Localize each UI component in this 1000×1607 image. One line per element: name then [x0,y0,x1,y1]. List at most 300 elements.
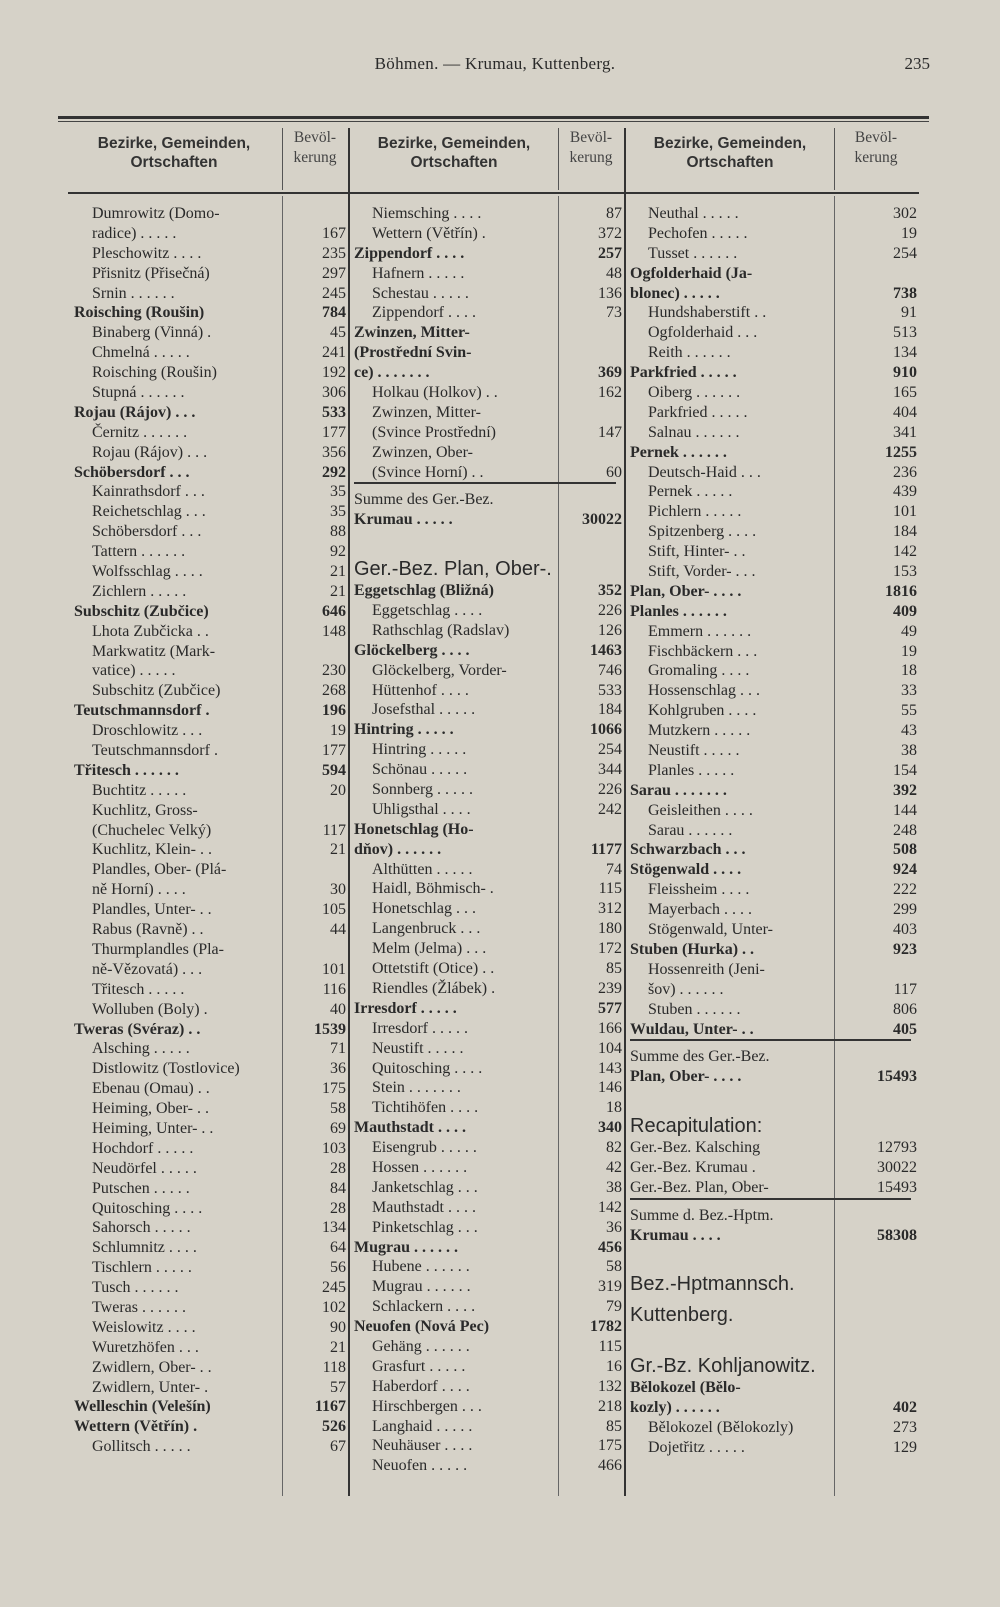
population-value: 356 [322,443,346,461]
section-heading [630,1296,919,1327]
table-row [630,661,919,681]
population-value: 18 [901,662,917,680]
population-value: 466 [598,1457,622,1475]
population-value: 146 [598,1079,622,1097]
place-name: Haberdorf . . . . [372,1377,470,1395]
population-value: 165 [893,384,917,401]
population-value: 180 [598,920,622,938]
place-name: Summe d. Bez.-Hptm. [630,1206,774,1224]
place-name: Salnau . . . . . . [648,423,740,441]
page-number: 235 [904,54,930,73]
place-name: ně-Vězovatá) . . . [92,960,203,978]
table-row [630,980,919,1000]
place-name: Zwinzen, Ober- [372,443,473,461]
population-value: 175 [598,1437,622,1455]
place-name: Hossenreith (Jeni- [648,960,765,978]
place-name: Deutsch-Haid . . . [648,463,761,481]
population-value: 1066 [590,721,622,739]
table-row [354,979,624,999]
population-value: 136 [598,284,622,302]
place-name: Uhligsthal . . . . [372,800,471,818]
table-row [630,1158,919,1178]
place-name: Dumrowitz (Domo- [92,204,220,222]
table-row [630,423,919,443]
place-name: Markwatitz (Mark- [92,642,216,660]
place-name: ce) . . . . . . . [354,364,430,382]
population-value: 58308 [877,1226,917,1244]
table-row [354,661,624,681]
place-name: Hintring . . . . . [372,741,467,759]
place-name: Janketschlag . . . [372,1178,478,1196]
population-value: 319 [598,1278,622,1296]
place-name: dňov) . . . . . . [354,840,442,858]
place-name: Hochdorf . . . . . [92,1139,194,1157]
population-value: 49 [901,622,917,640]
place-name: Zwinzen, Mitter- [372,403,481,421]
population-value: 372 [598,224,622,242]
place-name: Quitosching . . . . [372,1059,483,1077]
table-row [630,1000,919,1020]
place-name: Neuofen (Nová Pec) [354,1318,490,1336]
population-value: 117 [893,980,917,998]
place-name: Zwidlern, Ober- . . [92,1358,212,1376]
place-name: Pinketschlag . . . [372,1218,478,1236]
place-name: Sonnberg . . . . . [372,781,474,799]
column-header-name: Bezirke, Gemeinden, Ortschaften [377,135,531,171]
table-row [354,939,624,959]
population-value: 594 [322,761,346,779]
place-name: Tattern . . . . . . [92,543,186,561]
population-value: 30022 [877,1158,917,1176]
place-name: Teutschmannsdorf . [92,742,218,760]
table-row [630,224,919,244]
table-row [630,403,919,423]
header-divider [558,128,559,190]
place-name: radice) . . . . . [92,224,177,242]
population-value: 577 [598,999,622,1017]
table-row [74,1258,348,1278]
population-value: 19 [901,642,917,660]
table-row [354,1178,624,1198]
table-row [354,641,624,661]
population-value: 105 [322,901,346,919]
table-row [74,681,348,701]
table-row [354,800,624,820]
population-value: 402 [893,1399,917,1417]
population-value: 222 [893,881,917,899]
place-name: Stupná . . . . . . [92,384,185,401]
place-name: Josefsthal . . . . . [372,701,476,719]
population-value: 43 [901,722,917,740]
table-row [74,960,348,980]
place-name: Rabus (Ravně) . . [92,921,204,939]
table-row [74,622,348,642]
place-name: ně Horní) . . . . [92,881,186,899]
table-row [630,701,919,721]
population-value: 268 [322,682,346,700]
population-value: 1782 [590,1318,622,1336]
table-row [74,1179,348,1199]
place-name: Stögenwald, Unter- [648,921,773,939]
table-row [74,1417,348,1437]
column-header-name: Bezirke, Gemeinden, Ortschaften [97,135,251,171]
place-name: Mugrau . . . . . . [354,1238,458,1256]
table-row [354,760,624,780]
table-row [354,581,624,601]
table-row [630,1327,919,1347]
table-row [354,510,624,530]
table-row [630,622,919,642]
table-row [354,244,624,264]
population-value: 230 [322,662,346,680]
population-value: 235 [322,244,346,262]
table-row [630,463,919,483]
population-value: 784 [322,304,346,322]
place-name: Thurmplandles (Pla- [92,940,224,958]
population-value: 91 [901,304,917,322]
table-row [74,423,348,443]
population-value: 115 [598,1337,622,1355]
table-row [630,244,919,264]
place-name: vatice) . . . . . [92,662,176,680]
place-name: Kuchlitz, Gross- [92,801,198,819]
place-name: Pernek . . . . . [648,483,733,501]
place-name: Mayerbach . . . . [648,901,752,919]
header-rule [68,192,919,194]
table-row [630,1138,919,1158]
population-table [64,116,919,1496]
table-row [630,602,919,622]
place-name: (Svince Prostřední) [372,423,496,441]
place-name: Heiming, Unter- . . [92,1119,214,1137]
population-value: 405 [893,1020,917,1038]
population-value: 92 [330,543,346,561]
table-row [630,841,919,861]
section-heading [630,1107,919,1138]
table-row [74,1437,348,1457]
table-row [354,224,624,244]
place-name: Wettern (Větřín) . [74,1418,198,1436]
place-name: Riendles (Žlábek) . [372,979,496,997]
population-value: 341 [893,423,917,441]
table-row [74,1079,348,1099]
population-value: 19 [330,722,346,740]
population-value: 64 [330,1239,346,1257]
population-value: 299 [893,901,917,919]
place-name: Hubene . . . . . . [372,1258,470,1276]
table-row [354,443,624,463]
table-row [354,1257,624,1277]
table-row [74,1338,348,1358]
population-value: 79 [606,1298,622,1316]
table-row [74,522,348,542]
place-name: Buchtitz . . . . . [92,781,187,799]
population-value: 254 [598,741,622,759]
population-value: 116 [322,980,346,998]
population-value: 117 [322,821,346,839]
population-value: 192 [322,364,346,382]
population-value: 273 [893,1419,917,1437]
population-value: 403 [893,921,917,939]
population-value: 1177 [590,840,622,858]
place-name: Quitosching . . . . [92,1199,203,1217]
place-name: Parkfried . . . . . [648,403,748,421]
table-row [354,959,624,979]
place-name: Třitesch . . . . . . [74,761,179,779]
place-name: Rojau (Rájov) . . . [92,443,208,461]
population-value: 352 [598,582,622,600]
population-value: 297 [322,264,346,282]
table-row [74,363,348,383]
table-row [74,721,348,741]
table-row [74,920,348,940]
population-value: 21 [330,563,346,581]
place-name: Pechofen . . . . . [648,224,748,242]
table-row [74,443,348,463]
place-name: Wuretzhöfen . . . [92,1338,199,1356]
population-value: 738 [893,284,917,302]
place-name: Plandles, Unter- . . [92,901,212,919]
table-column-2 [354,204,624,1476]
population-value: 85 [606,1417,622,1435]
column-header-population: Bevöl-kerung [854,129,898,166]
place-name: blonec) . . . . . [630,284,720,302]
population-value: 513 [893,324,917,342]
header-divider [282,128,283,190]
population-value: 1255 [885,443,917,461]
population-value: 144 [893,801,917,819]
population-value: 924 [893,861,917,879]
place-name: Planles . . . . . . [630,602,727,620]
population-value: 57 [330,1378,346,1396]
table-row [630,343,919,363]
place-name: Gollitsch . . . . . [92,1438,191,1456]
population-value: 36 [330,1060,346,1078]
population-value: 439 [893,483,917,501]
population-value: 56 [330,1259,346,1277]
place-name: Irresdorf . . . . . [372,1019,468,1037]
population-value: 409 [893,602,917,620]
population-value: 30 [330,881,346,899]
population-value: 306 [322,384,346,401]
table-row [74,1000,348,1020]
table-row [74,761,348,781]
table-row [630,1087,919,1107]
table-row [630,363,919,383]
place-name: (Svince Horní) . . [372,463,484,481]
table-row [354,383,624,403]
table-row [630,582,919,602]
place-name: Ogfolderhaid . . . [648,324,758,342]
table-row [630,880,919,900]
place-name: Distlowitz (Tostlovice) [92,1060,240,1078]
place-name: Putschen . . . . . [92,1179,190,1197]
population-value: 302 [893,204,917,222]
place-name: Stögenwald . . . . [630,861,742,879]
place-name: Ogfolderhaid (Ja- [630,264,753,282]
table-row [74,860,348,880]
population-value: 45 [330,324,346,342]
population-value: 19 [901,224,917,242]
table-row [354,780,624,800]
population-value: 102 [322,1298,346,1316]
place-name: Parkfried . . . . . [630,364,737,382]
place-name: Ger.-Bez. Krumau . [630,1158,756,1176]
table-row [74,940,348,960]
table-row [354,363,624,383]
population-value: 508 [893,841,917,859]
population-value: 344 [598,761,622,779]
population-value: 134 [322,1219,346,1237]
table-row [354,999,624,1019]
place-name: Hintring . . . . . [354,721,454,739]
place-name: Grasfurt . . . . . [372,1357,466,1375]
table-row [74,980,348,1000]
place-name: Ger.-Bez. Kalsching [630,1139,761,1157]
population-value: 404 [893,403,917,421]
population-value: 103 [322,1139,346,1157]
table-row [354,264,624,284]
table-row [630,681,919,701]
population-value: 646 [322,602,346,620]
place-name: Neuthal . . . . . [648,204,739,222]
table-row [354,681,624,701]
place-name: Zippendorf . . . . [372,304,476,322]
place-name: Reith . . . . . . [648,344,731,362]
table-row [74,323,348,343]
place-name: Schönau . . . . . [372,761,468,779]
population-value: 1463 [590,641,622,659]
table-row [354,1337,624,1357]
place-name: Schöbersdorf . . . [74,463,190,481]
place-name: Roisching (Roušin) [92,364,217,382]
table-row [74,204,348,224]
place-name: Niemsching . . . . [372,204,482,222]
population-value: 533 [598,681,622,699]
table-row [74,642,348,662]
population-value: 312 [598,900,622,918]
table-row [354,621,624,641]
population-value: 533 [322,403,346,421]
population-value: 148 [322,622,346,640]
table-column-1 [74,204,348,1457]
table-row [630,482,919,502]
place-name: Třitesch . . . . . [92,980,185,998]
population-value: 30022 [582,511,622,529]
table-row [74,1020,348,1040]
table-row [354,204,624,224]
table-row [74,741,348,761]
population-value: 12793 [877,1139,917,1157]
place-name: Langhaid . . . . . [372,1417,473,1435]
population-value: 910 [893,364,917,382]
table-row [354,1277,624,1297]
population-value: 118 [322,1358,346,1376]
place-name: Mutzkern . . . . . [648,722,751,740]
place-name: Zichlern . . . . . [92,582,187,600]
table-row [354,1397,624,1417]
population-value: 456 [598,1238,622,1256]
table-row [74,383,348,403]
place-name: Weislowitz . . . . [92,1318,196,1336]
population-value: 55 [901,702,917,720]
population-value: 166 [598,1019,622,1037]
table-row [74,502,348,522]
table-row [74,1238,348,1258]
population-value: 143 [598,1059,622,1077]
place-name: Kainrathsdorf . . . [92,483,205,501]
place-name: Plandles, Ober- (Plá- [92,861,227,879]
table-row [354,343,624,363]
place-name: Zwidlern, Unter- . [92,1378,209,1396]
place-name: Pernek . . . . . . [630,443,727,461]
table-column-3 [630,204,919,1458]
place-name: Melm (Jelma) . . . [372,940,487,958]
place-name: Stuben . . . . . . [648,1000,741,1018]
column-header-population: Bevöl-kerung [293,129,337,166]
table-row [354,1078,624,1098]
population-value: 88 [330,523,346,541]
table-row [74,264,348,284]
place-name: Binaberg (Vinná) . [92,324,212,342]
table-row [74,224,348,244]
population-value: 292 [322,463,346,481]
place-name: kozly) . . . . . . [630,1399,720,1417]
table-row [630,383,919,403]
table-row [74,482,348,502]
table-row [630,303,919,323]
place-name: Ebenau (Omau) . . [92,1080,210,1098]
population-value: 74 [606,860,622,878]
place-name: Srnin . . . . . . [92,284,175,302]
population-value: 28 [330,1199,346,1217]
place-name: Welleschin (Velešín) [74,1398,211,1416]
top-rule [58,116,929,119]
population-value: 526 [322,1418,346,1436]
place-name: Tichtihöfen . . . . [372,1099,479,1117]
population-value: 21 [330,841,346,859]
table-row [354,1218,624,1238]
table-row [354,403,624,423]
table-row [354,323,624,343]
table-row [354,1297,624,1317]
place-name: Hirschbergen . . . [372,1397,482,1415]
population-value: 162 [598,384,622,401]
place-name: Přisnitz (Přisečná) [92,264,210,282]
place-name: Schwarzbach . . . [630,841,746,859]
table-row [354,1059,624,1079]
population-value: 35 [330,503,346,521]
place-name: Neuhäuser . . . . [372,1437,473,1455]
population-value: 172 [598,940,622,958]
table-row [354,1198,624,1218]
population-value: 369 [598,364,622,382]
place-name: Pleschowitz . . . . [92,244,202,262]
population-value: 58 [330,1100,346,1118]
place-name: Hossen . . . . . . [372,1158,468,1176]
place-name: Summe des Ger.-Bez. [630,1048,770,1066]
place-name: Hossenschlag . . . [648,682,760,700]
place-name: Honetschlag . . . [372,900,476,918]
place-name: Plan, Ober- . . . . [630,1068,742,1086]
table-row [630,1226,919,1246]
table-row [630,801,919,821]
place-name: Langenbruck . . . [372,920,481,938]
place-name: Recapitulation: [630,1115,763,1138]
table-row [354,1436,624,1456]
table-row [354,490,624,510]
place-name: Lhota Zubčicka . . [92,622,209,640]
